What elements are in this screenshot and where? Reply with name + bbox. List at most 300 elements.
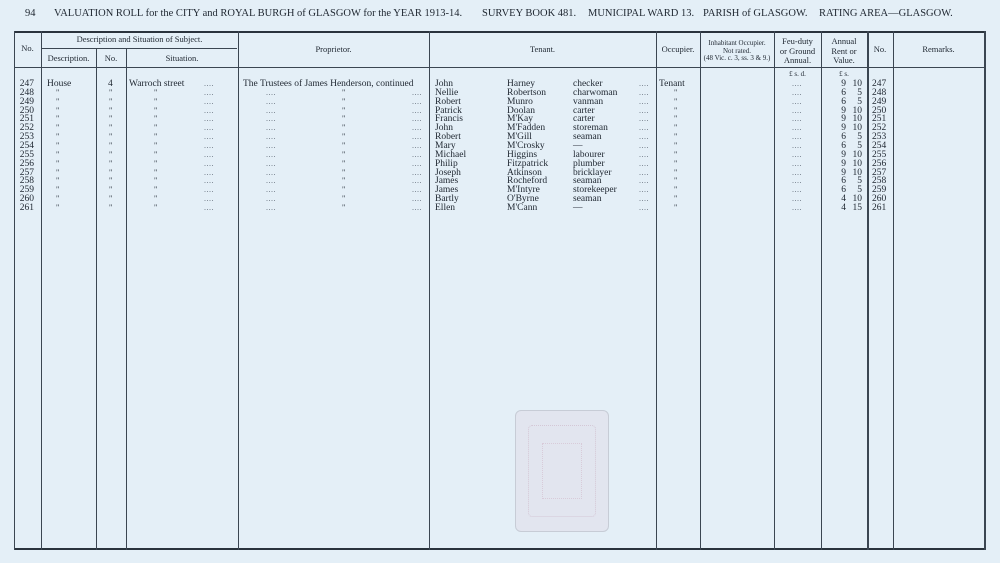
ditto-mark: " <box>109 96 113 106</box>
leader-dots: .... <box>204 96 214 106</box>
col-line <box>96 48 97 550</box>
rent-pounds: 9 <box>841 79 846 89</box>
leader-dots: .... <box>792 149 802 159</box>
rent-shillings: 10 <box>852 167 862 178</box>
ditto-mark: " <box>342 158 346 168</box>
ditto-mark: " <box>674 140 678 150</box>
col-line <box>14 31 15 550</box>
header-inhabitant-line: Not rated. <box>723 46 751 55</box>
tenant-surname: Higgins <box>507 149 538 160</box>
header-remarks: Remarks. <box>922 44 955 54</box>
tenant-occupation: plumber <box>573 158 605 169</box>
leader-dots: .... <box>412 202 422 212</box>
tenant-surname: Atkinson <box>507 167 542 178</box>
row-number-right: 260 <box>872 194 887 205</box>
leader-dots: .... <box>204 132 214 142</box>
tenant-surname: M'Crosky <box>507 140 545 151</box>
col-line <box>656 31 657 550</box>
tenant-first-name: Robert <box>435 132 461 143</box>
header-feu-line: Feu-duty <box>782 36 813 46</box>
rent-shillings: 5 <box>857 87 862 98</box>
leader-dots: .... <box>266 114 276 124</box>
ditto-mark: " <box>109 149 113 159</box>
tenant-surname: Munro <box>507 96 533 107</box>
ditto-mark: " <box>109 185 113 195</box>
ditto-mark: " <box>342 123 346 133</box>
tenant-first-name: Bartly <box>435 194 459 205</box>
tenant-occupation: — <box>573 140 583 151</box>
tenant-occupation: bricklayer <box>573 167 612 178</box>
col-line <box>893 31 894 550</box>
leader-dots: .... <box>792 123 802 133</box>
ditto-mark: " <box>154 194 158 204</box>
leader-dots: .... <box>792 96 802 106</box>
ditto-mark: " <box>154 158 158 168</box>
row-number-right: 256 <box>872 158 887 169</box>
leader-dots: .... <box>412 194 422 204</box>
leader-dots: .... <box>266 149 276 159</box>
row-number-right: 254 <box>872 140 887 151</box>
leader-dots: .... <box>412 167 422 177</box>
rent-pounds: 9 <box>841 149 846 160</box>
tenant-occupation: storekeeper <box>573 185 617 196</box>
ditto-mark: " <box>674 202 678 212</box>
ditto-mark: " <box>154 96 158 106</box>
rent-shillings: 5 <box>857 185 862 196</box>
leader-dots: .... <box>639 96 649 106</box>
leader-dots: .... <box>412 132 422 142</box>
row-number: 261 <box>19 202 34 213</box>
header-description: Description. <box>47 53 90 63</box>
leader-dots: .... <box>204 194 214 204</box>
leader-dots: .... <box>639 114 649 124</box>
rent-pounds: 4 <box>841 194 846 205</box>
header-no-right: No. <box>873 44 887 54</box>
leader-dots: .... <box>266 140 276 150</box>
tenant-first-name: John <box>435 79 453 89</box>
ditto-mark: " <box>56 140 60 150</box>
leader-dots: .... <box>792 79 802 88</box>
tenant-surname: Robertson <box>507 87 547 98</box>
tenant-occupation: carter <box>573 105 595 116</box>
tenant-first-name: Robert <box>435 96 461 107</box>
ditto-mark: " <box>674 114 678 124</box>
ditto-mark: " <box>674 105 678 115</box>
header-description-group: Description and Situation of Subject. <box>76 34 203 44</box>
leader-dots: .... <box>412 114 422 124</box>
rent-shillings: 10 <box>852 105 862 116</box>
ditto-mark: " <box>342 176 346 186</box>
leader-dots: .... <box>412 105 422 115</box>
tenant-occupation: carter <box>573 114 595 125</box>
ditto-mark: " <box>674 158 678 168</box>
header-annual-rent <box>821 37 867 66</box>
leader-dots: .... <box>204 79 214 88</box>
leader-dots: .... <box>412 87 422 97</box>
row-number-right: 261 <box>872 202 887 213</box>
row-number: 254 <box>19 140 34 151</box>
ditto-mark: " <box>342 167 346 177</box>
tenant-occupation: — <box>573 202 583 213</box>
rent-units: £ s. <box>839 70 849 78</box>
ditto-mark: " <box>674 96 678 106</box>
row-number-right: 252 <box>872 123 887 134</box>
leader-dots: .... <box>204 158 214 168</box>
header-rent-line: Rent or <box>831 45 857 56</box>
tenant-first-name: Patrick <box>435 105 462 116</box>
row-number-right: 255 <box>872 149 887 160</box>
tenant-first-name: James <box>435 176 459 187</box>
tenant-first-name: James <box>435 185 459 196</box>
row-number: 257 <box>19 167 34 178</box>
col-line <box>984 31 986 550</box>
leader-dots: .... <box>412 123 422 133</box>
occupier-cell: Tenant <box>659 79 685 89</box>
row-number-right: 249 <box>872 96 887 107</box>
ditto-mark: " <box>56 176 60 186</box>
col-line <box>429 31 430 550</box>
leader-dots: .... <box>412 140 422 150</box>
ditto-mark: " <box>109 158 113 168</box>
ditto-mark: " <box>109 202 113 212</box>
ditto-mark: " <box>342 149 346 159</box>
leader-dots: .... <box>639 79 649 88</box>
leader-dots: .... <box>266 176 276 186</box>
leader-dots: .... <box>639 194 649 204</box>
tenant-surname: Fitzpatrick <box>507 158 549 169</box>
col-line <box>867 31 869 550</box>
tenant-surname: M'Cann <box>507 202 538 213</box>
tenant-first-name: Ellen <box>435 202 456 213</box>
tenant-first-name: Francis <box>435 114 463 125</box>
tenant-surname: Harney <box>507 79 535 89</box>
leader-dots: .... <box>792 185 802 195</box>
rent-shillings: 10 <box>852 123 862 134</box>
leader-dots: .... <box>204 114 214 124</box>
leader-dots: .... <box>639 105 649 115</box>
rent-pounds: 6 <box>841 140 846 151</box>
rent-shillings: 5 <box>857 176 862 187</box>
leader-dots: .... <box>792 87 802 97</box>
header-occupier: Occupier. <box>661 44 695 54</box>
leader-dots: .... <box>639 167 649 177</box>
row-number: 253 <box>19 132 34 143</box>
ditto-mark: " <box>56 167 60 177</box>
rent-pounds: 9 <box>841 114 846 125</box>
ditto-mark: " <box>56 114 60 124</box>
tenant-surname: M'Fadden <box>507 123 546 134</box>
row-number: 250 <box>19 105 34 116</box>
row-number: 256 <box>19 158 34 169</box>
leader-dots: .... <box>412 158 422 168</box>
ditto-mark: " <box>56 158 60 168</box>
ditto-mark: " <box>674 132 678 142</box>
tenant-surname: M'Intyre <box>507 185 540 196</box>
ditto-mark: " <box>154 132 158 142</box>
rent-shillings: 10 <box>852 194 862 205</box>
ditto-mark: " <box>154 167 158 177</box>
col-line <box>41 31 42 550</box>
ditto-mark: " <box>342 105 346 115</box>
rent-shillings: 10 <box>852 79 862 89</box>
leader-dots: .... <box>412 149 422 159</box>
tenant-occupation: seaman <box>573 194 602 205</box>
leader-dots: .... <box>792 114 802 124</box>
rent-shillings: 15 <box>852 202 862 213</box>
leader-dots: .... <box>266 96 276 106</box>
tenant-occupation: seaman <box>573 176 602 187</box>
rent-pounds: 9 <box>841 105 846 116</box>
tenant-surname: Rocheford <box>507 176 548 187</box>
ditto-mark: " <box>56 87 60 97</box>
rent-pounds: 9 <box>841 167 846 178</box>
tenant-first-name: Mary <box>435 140 456 151</box>
col-line <box>238 31 239 550</box>
row-number: 259 <box>19 185 34 196</box>
ditto-mark: " <box>56 202 60 212</box>
rent-shillings: 10 <box>852 149 862 160</box>
ditto-mark: " <box>342 114 346 124</box>
ditto-mark: " <box>56 185 60 195</box>
rent-shillings: 5 <box>857 96 862 107</box>
row-number: 249 <box>19 96 34 107</box>
leader-dots: .... <box>266 87 276 97</box>
ditto-mark: " <box>154 105 158 115</box>
leader-dots: .... <box>204 87 214 97</box>
ditto-mark: " <box>674 123 678 133</box>
bottom-rule <box>14 548 986 550</box>
tenant-occupation: labourer <box>573 149 605 160</box>
header-inhabitant <box>700 40 774 63</box>
ditto-mark: " <box>154 140 158 150</box>
row-number-right: 250 <box>872 105 887 116</box>
row-number-right: 247 <box>872 79 887 89</box>
leader-dots: .... <box>639 87 649 97</box>
tenant-surname: Doolan <box>507 105 535 116</box>
row-number: 260 <box>19 194 34 205</box>
leader-dots: .... <box>792 194 802 204</box>
leader-dots: .... <box>266 185 276 195</box>
leader-dots: .... <box>639 176 649 186</box>
tenant-surname: M'Gill <box>507 132 532 143</box>
ditto-mark: " <box>342 87 346 97</box>
tenant-first-name: John <box>435 123 453 134</box>
row-number-right: 258 <box>872 176 887 187</box>
leader-dots: .... <box>266 132 276 142</box>
top-rule <box>14 31 986 33</box>
leader-dots: .... <box>266 123 276 133</box>
ditto-mark: " <box>109 87 113 97</box>
header-rent-line: Annual <box>831 36 857 46</box>
rent-pounds: 4 <box>841 202 846 213</box>
tenant-occupation: seaman <box>573 132 602 143</box>
leader-dots: .... <box>412 96 422 106</box>
leader-dots: .... <box>792 202 802 212</box>
rent-pounds: 6 <box>841 176 846 187</box>
rent-pounds: 9 <box>841 158 846 169</box>
header-feu-duty <box>774 37 821 66</box>
row-number-right: 253 <box>872 132 887 143</box>
ditto-mark: " <box>342 185 346 195</box>
leader-dots: .... <box>639 132 649 142</box>
rent-shillings: 10 <box>852 158 862 169</box>
ditto-mark: " <box>109 176 113 186</box>
ditto-mark: " <box>154 87 158 97</box>
rent-shillings: 5 <box>857 132 862 143</box>
ditto-mark: " <box>154 176 158 186</box>
ditto-mark: " <box>674 167 678 177</box>
leader-dots: .... <box>792 176 802 186</box>
tenant-first-name: Joseph <box>435 167 461 178</box>
row-number: 248 <box>19 87 34 98</box>
header-rule <box>14 67 986 68</box>
row-number-right: 251 <box>872 114 887 125</box>
ditto-mark: " <box>109 132 113 142</box>
header-no: No. <box>21 43 34 53</box>
leader-dots: .... <box>204 176 214 186</box>
row-number-right: 248 <box>872 87 887 98</box>
row-number: 252 <box>19 123 34 134</box>
leader-dots: .... <box>204 149 214 159</box>
parish: PARISH of GLASGOW. <box>703 8 808 19</box>
ditto-mark: " <box>109 114 113 124</box>
header-sub-no: No. <box>104 53 118 63</box>
leader-dots: .... <box>204 105 214 115</box>
tenant-occupation: storeman <box>573 123 608 134</box>
leader-dots: .... <box>204 123 214 133</box>
header-tenant: Tenant. <box>529 44 556 54</box>
group-divider <box>41 48 237 49</box>
ditto-mark: " <box>154 149 158 159</box>
leader-dots: .... <box>639 185 649 195</box>
tenant-occupation: vanman <box>573 96 604 107</box>
leader-dots: .... <box>639 123 649 133</box>
tenant-first-name: Nellie <box>435 87 459 98</box>
ditto-mark: " <box>674 149 678 159</box>
ditto-mark: " <box>342 132 346 142</box>
row-number: 251 <box>19 114 34 125</box>
leader-dots: .... <box>204 185 214 195</box>
ditto-mark: " <box>154 185 158 195</box>
ditto-mark: " <box>56 149 60 159</box>
leader-dots: .... <box>412 185 422 195</box>
leader-dots: .... <box>204 167 214 177</box>
leader-dots: .... <box>204 140 214 150</box>
ditto-mark: " <box>674 176 678 186</box>
header-inhabitant-line: (48 Vic. c. 3, ss. 3 & 9.) <box>703 54 771 62</box>
page-header <box>0 4 1000 22</box>
rent-pounds: 6 <box>841 96 846 107</box>
leader-dots: .... <box>639 158 649 168</box>
feu-units: £ s. d. <box>789 70 806 78</box>
tenant-occupation: charwoman <box>573 87 618 98</box>
page-number: 94 <box>25 8 36 19</box>
leader-dots: .... <box>266 194 276 204</box>
municipal-ward: MUNICIPAL WARD 13. <box>588 8 695 19</box>
leader-dots: .... <box>639 149 649 159</box>
leader-dots: .... <box>792 105 802 115</box>
ditto-mark: " <box>56 194 60 204</box>
rent-pounds: 9 <box>841 123 846 134</box>
header-inhabitant-line: Inhabitant Occupier. <box>708 39 766 47</box>
ditto-mark: " <box>56 123 60 133</box>
tenant-surname: M'Kay <box>507 114 533 125</box>
ditto-mark: " <box>342 96 346 106</box>
tenant-first-name: Michael <box>435 149 467 160</box>
ditto-mark: " <box>56 105 60 115</box>
rent-pounds: 6 <box>841 132 846 143</box>
leader-dots: .... <box>639 140 649 150</box>
tenant-first-name: Philip <box>435 158 458 169</box>
header-situation: Situation. <box>165 53 199 63</box>
col-line <box>700 31 701 550</box>
leader-dots: .... <box>204 202 214 212</box>
ditto-mark: " <box>342 202 346 212</box>
ditto-mark: " <box>56 132 60 142</box>
leader-dots: .... <box>639 202 649 212</box>
ditto-mark: " <box>109 105 113 115</box>
leader-dots: .... <box>266 105 276 115</box>
ditto-mark: " <box>154 114 158 124</box>
rating-area: RATING AREA—GLASGOW. <box>819 8 953 19</box>
row-number-right: 259 <box>872 185 887 196</box>
tenant-occupation: checker <box>573 79 603 89</box>
leader-dots: .... <box>412 176 422 186</box>
rent-shillings: 10 <box>852 114 862 125</box>
leader-dots: .... <box>266 202 276 212</box>
row-number: 247 <box>19 79 34 89</box>
ditto-mark: " <box>674 194 678 204</box>
row-number: 258 <box>19 176 34 187</box>
row-number-right: 257 <box>872 167 887 178</box>
leader-dots: .... <box>792 132 802 142</box>
leader-dots: .... <box>266 158 276 168</box>
rent-pounds: 6 <box>841 185 846 196</box>
ditto-mark: " <box>154 202 158 212</box>
leader-dots: .... <box>792 158 802 168</box>
ditto-mark: " <box>109 194 113 204</box>
ditto-mark: " <box>342 140 346 150</box>
stamp-watermark <box>515 410 609 532</box>
col-line <box>774 31 775 550</box>
roll-title: VALUATION ROLL for the CITY and ROYAL BURGH of GLASGOW for the YEAR 1913-14. <box>54 8 463 19</box>
tenant-surname: O'Byrne <box>507 194 539 205</box>
header-rent-line: Value. <box>833 55 855 65</box>
ditto-mark: " <box>154 123 158 133</box>
header-feu-line: Annual. <box>783 55 812 65</box>
header-proprietor: Proprietor. <box>315 44 352 54</box>
ditto-mark: " <box>674 87 678 97</box>
leader-dots: .... <box>266 167 276 177</box>
description-cell: House <box>47 79 72 89</box>
ditto-mark: " <box>56 96 60 106</box>
valuation-table <box>14 31 986 550</box>
proprietor-cell: The Trustees of James Henderson, continued <box>243 79 414 89</box>
ditto-mark: " <box>342 194 346 204</box>
ditto-mark: " <box>109 123 113 133</box>
col-line <box>126 48 127 550</box>
ditto-mark: " <box>674 185 678 195</box>
situation-cell: Warroch street <box>129 79 185 89</box>
leader-dots: .... <box>792 167 802 177</box>
col-line <box>821 31 822 550</box>
sub-no-cell: 4 <box>108 79 113 89</box>
leader-dots: .... <box>792 140 802 150</box>
rent-shillings: 5 <box>857 140 862 151</box>
row-number: 255 <box>19 149 34 160</box>
survey-book: SURVEY BOOK 481. <box>482 8 577 19</box>
ditto-mark: " <box>109 167 113 177</box>
